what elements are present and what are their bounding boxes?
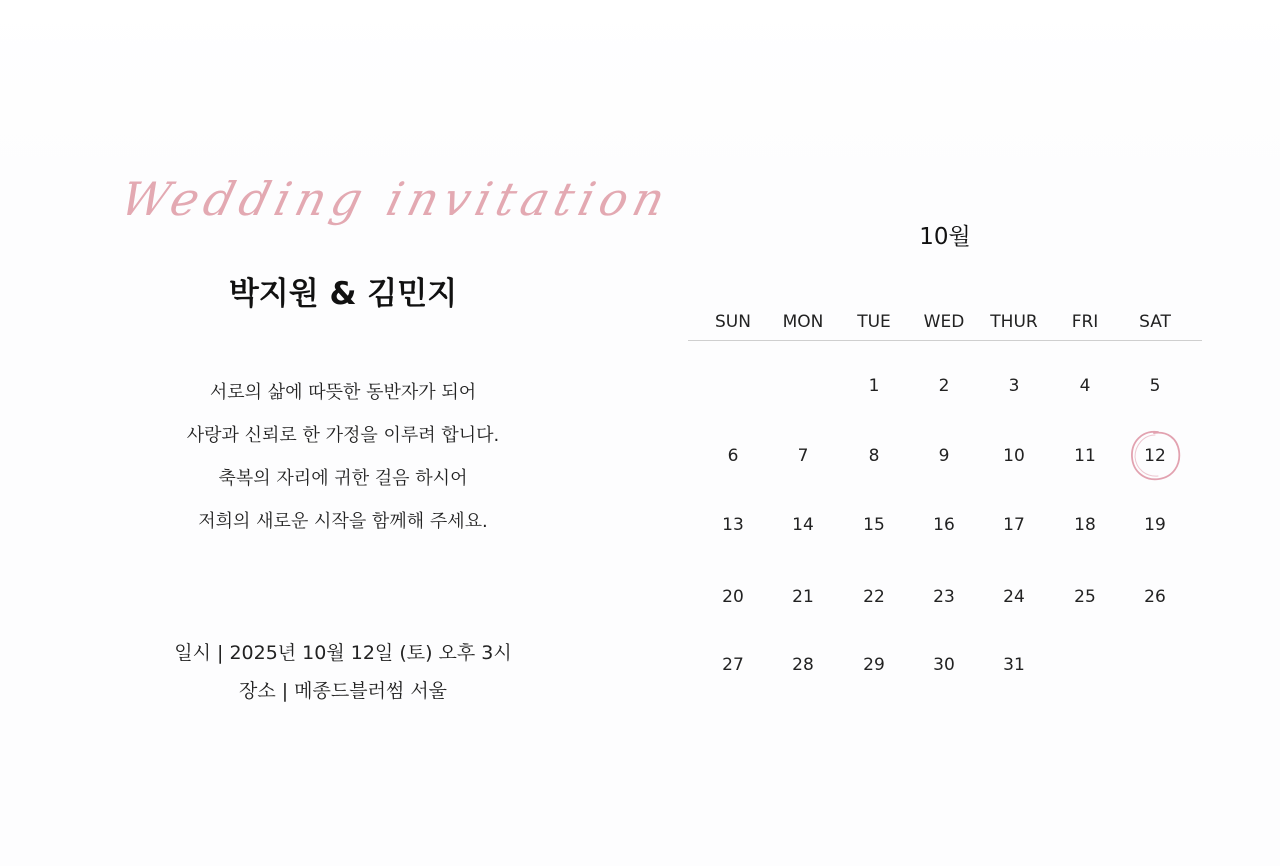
calendar-day: 21 xyxy=(792,587,814,607)
calendar-day: 26 xyxy=(1144,587,1166,607)
calendar-day: 7 xyxy=(797,446,809,466)
calendar-day: 6 xyxy=(727,446,739,466)
invitation-panel xyxy=(110,160,677,720)
calendar-day: 18 xyxy=(1074,515,1096,535)
calendar-day: 8 xyxy=(868,446,880,466)
weekday-sat: SAT xyxy=(1139,312,1171,332)
message-line: 서로의 삶에 따뜻한 동반자가 되어 xyxy=(209,382,477,403)
calendar-day: 16 xyxy=(933,515,955,535)
calendar-day: 2 xyxy=(938,376,950,396)
calendar-day: 1 xyxy=(868,376,880,396)
event-date: 일시 | 2025년 10월 12일 (토) 오후 3시 xyxy=(174,642,512,664)
event-venue: 장소 | 메종드블러썸 서울 xyxy=(238,680,448,702)
calendar-day: 11 xyxy=(1074,446,1096,466)
couple-names: 박지원 & 김민지 xyxy=(228,276,458,312)
message-line: 사랑과 신뢰로 한 가정을 이루려 합니다. xyxy=(186,425,500,446)
calendar-day: 3 xyxy=(1008,376,1020,396)
calendar-day: 13 xyxy=(722,515,744,535)
calendar-day: 10 xyxy=(1003,446,1025,466)
calendar-day: 31 xyxy=(1003,655,1025,675)
calendar-day: 25 xyxy=(1074,587,1096,607)
calendar-day: 4 xyxy=(1079,376,1091,396)
weekday-fri: FRI xyxy=(1071,312,1099,332)
wedding-calendar xyxy=(688,200,1202,720)
message-line: 저희의 새로운 시작을 함께해 주세요. xyxy=(198,511,488,532)
calendar-day-wedding: 12 xyxy=(1144,446,1166,466)
weekday-mon: MON xyxy=(782,312,824,332)
calendar-day: 22 xyxy=(863,587,885,607)
calendar-day: 24 xyxy=(1003,587,1025,607)
calendar-day: 19 xyxy=(1144,515,1166,535)
calendar-day: 30 xyxy=(933,655,955,675)
weekday-thur: THUR xyxy=(990,312,1038,332)
calendar-day: 28 xyxy=(792,655,814,675)
event-details xyxy=(110,638,576,714)
page-background xyxy=(0,0,1280,180)
calendar-day: 23 xyxy=(933,587,955,607)
calendar-day: 17 xyxy=(1003,515,1025,535)
weekday-sun: SUN xyxy=(715,312,751,332)
calendar-day: 15 xyxy=(863,515,885,535)
weekday-wed: WED xyxy=(923,312,965,332)
wedding-invitation-script-title: Wedding invitation xyxy=(115,172,677,226)
calendar-day: 14 xyxy=(792,515,814,535)
calendar-day: 20 xyxy=(722,587,744,607)
weekday-tue: TUE xyxy=(857,312,891,332)
calendar-day: 27 xyxy=(722,655,744,675)
calendar-day: 29 xyxy=(863,655,885,675)
invitation-message xyxy=(110,378,576,550)
calendar-weekday-header xyxy=(698,310,1188,338)
calendar-days-grid xyxy=(698,340,1188,720)
calendar-day: 5 xyxy=(1149,376,1161,396)
calendar-day: 9 xyxy=(938,446,950,466)
message-line: 축복의 자리에 귀한 걸음 하시어 xyxy=(218,468,468,489)
calendar-month-title: 10월 xyxy=(919,224,971,250)
